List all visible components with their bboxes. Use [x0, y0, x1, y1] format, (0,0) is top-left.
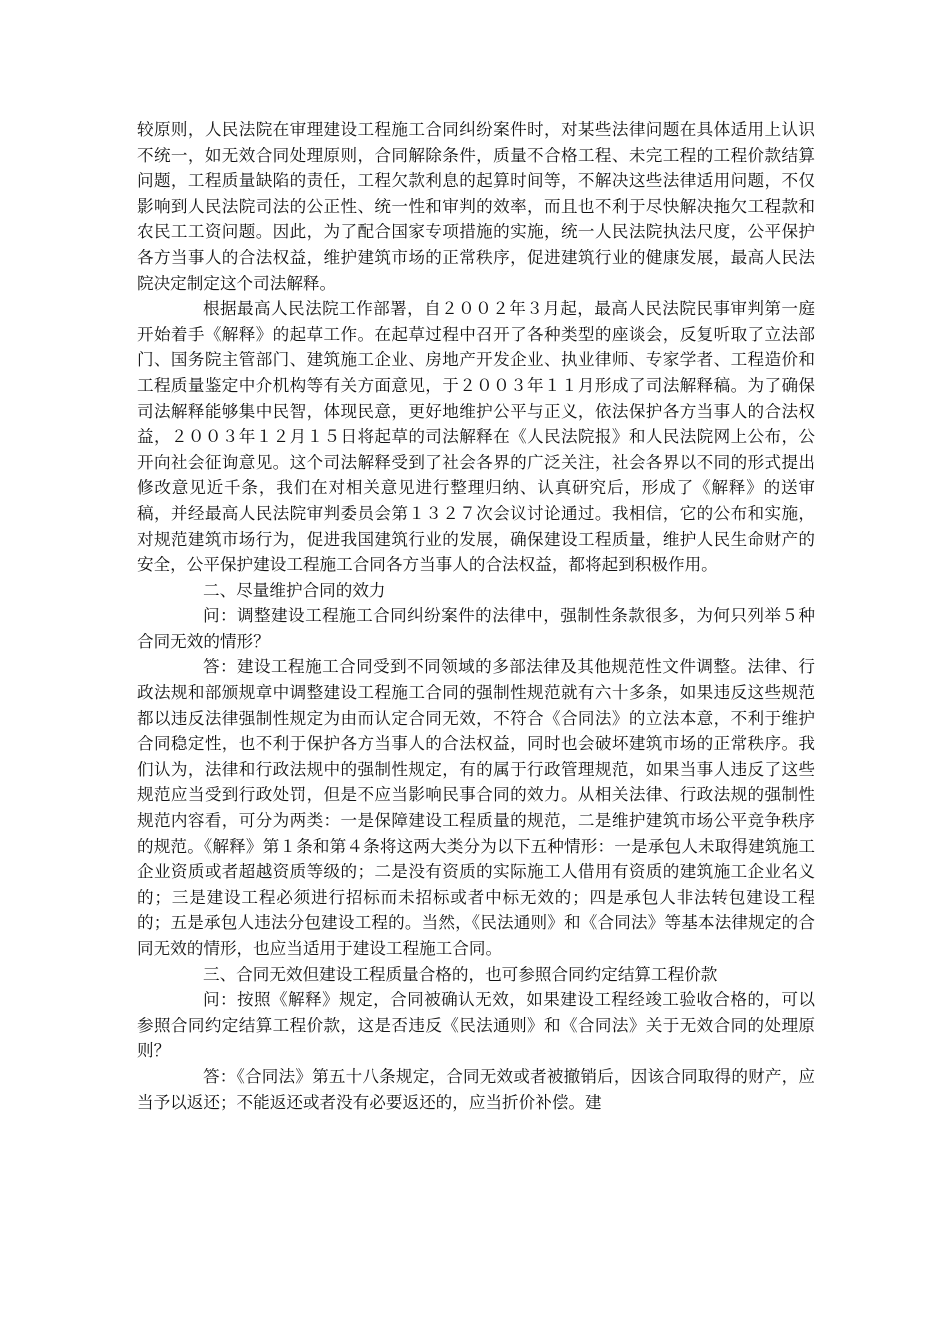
- document-page: [137, 117, 815, 1115]
- answer-paragraph: 答：建设工程施工合同受到不同领域的多部法律及其他规范性文件调整。法律、行政法规和部颁规章中调整建设工程施工合同的强制性规范就有六十多条，如果违反这些规范都以违反法律强制性规定为由而认定合同无效，不符合《合同法》的立法本意，不利于维护合同稳定性，也不利于保护各方当事人的合法权益，同时也会破坏建筑市场的正常秩序。我们认为，法律和行政法规中的强制性规定，有的属于行政管理规范，如果当事人违反了这些规范应当受到行政处罚，但是不应当影响民事合同的效力。从相关法律、行政法规的强制性规范内容看，可分为两类：一是保障建设工程质量的规范，二是维护建筑市场公平竞争秩序的规范。《解释》第１条和第４条将这两大类分为以下五种情形：一是承包人未取得建筑施工企业资质或者超越资质等级的；二是没有资质的实际施工人借用有资质的建筑施工企业名义的；三是建设工程必须进行招标而未招标或者中标无效的；四是承包人非法转包建设工程的；五是承包人违法分包建设工程的。当然，《民法通则》和《合同法》等基本法律规定的合同无效的情形，也应当适用于建设工程施工合同。: [137, 657, 815, 958]
- section-heading-3: 三、合同无效但建设工程质量合格的，也可参照合同约定结算工程价款: [203, 964, 718, 984]
- paragraph-intro-continued: 较原则，人民法院在审理建设工程施工合同纠纷案件时，对某些法律问题在具体适用上认识不统一，如无效合同处理原则，合同解除条件，质量不合格工程、未完工程的工程价款结算问题，工程质量缺陷的责任，工程欠款利息的起算时间等，不解决这些法律适用问题，不仅影响到人民法院司法的公正性、统一性和审判的效率，而且也不利于尽快解决拖欠工程款和农民工工资问题。因此，为了配合国家专项措施的实施，统一人民法院执法尺度，公平保护各方当事人的合法权益，维护建筑市场的正常秩序，促进建筑行业的健康发展，最高人民法院决定制定这个司法解释。: [137, 120, 815, 293]
- section-heading-2: 二、尽量维护合同的效力: [203, 580, 386, 600]
- answer-paragraph: 答：《合同法》第五十八条规定，合同无效或者被撤销后，因该合同取得的财产，应当予以返还；不能返还或者没有必要返还的，应当折价补偿。建: [137, 1066, 815, 1112]
- paragraph-drafting-process: 根据最高人民法院工作部署，自２００２年３月起，最高人民法院民事审判第一庭开始着手《解释》的起草工作。在起草过程中召开了各种类型的座谈会，反复听取了立法部门、国务院主管部门、建筑施工企业、房地产开发企业、执业律师、专家学者、工程造价和工程质量鉴定中介机构等有关方面意见，于２００３年１１月形成了司法解释稿。为了确保司法解释能够集中民智，体现民意，更好地维护公平与正义，依法保护各方当事人的合法权益，２００３年１２月１５日将起草的司法解释在《人民法院报》和人民法院网上公布，公开向社会征询意见。这个司法解释受到了社会各界的广泛关注，社会各界以不同的形式提出修改意见近千条，我们在对相关意见进行整理归纳、认真研究后，形成了《解释》的送审稿，并经最高人民法院审判委员会第１３２７次会议讨论通过。我相信，它的公布和实施，对规范建筑市场行为，促进我国建筑行业的发展，确保建设工程质量，维护人民生命财产的安全，公平保护建设工程施工合同各方当事人的合法权益，都将起到积极作用。: [137, 299, 815, 575]
- question-paragraph: 问：按照《解释》规定，合同被确认无效，如果建设工程经竣工验收合格的，可以参照合同约定结算工程价款，这是否违反《民法通则》和《合同法》关于无效合同的处理原则？: [137, 990, 815, 1061]
- question-paragraph: 问：调整建设工程施工合同纠纷案件的法律中，强制性条款很多，为何只列举５种合同无效的情形？: [137, 606, 815, 651]
